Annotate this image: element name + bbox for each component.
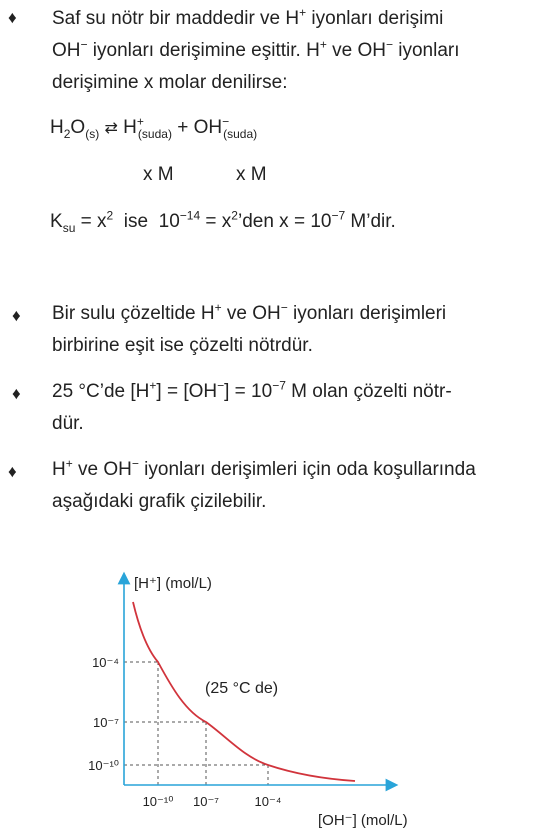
bullet-paragraph-2 bbox=[52, 376, 522, 440]
x-tick-label: 10⁻⁷ bbox=[192, 794, 220, 809]
y-tick-label: 10⁻⁷ bbox=[92, 715, 119, 730]
bullet-paragraph-3 bbox=[52, 454, 522, 518]
chart-annotation: (25 °C de) bbox=[205, 680, 279, 697]
bullet-3-line-1: H+ ve OH− iyonları derişimleri için oda koşullarında bbox=[52, 456, 476, 480]
bullet-icon: ♦ bbox=[8, 8, 17, 27]
bullet-2-line-1: 25 °C’de $[H^+] = [OH^-] = 10^{-7}$ M olan çözelti nötr- bbox=[52, 378, 452, 402]
equilibrium-equation: $H_2O_{(s)}$ ⇄ $H^+_{(suda)} + OH^-_{(suda)}$ bbox=[50, 114, 258, 141]
concentration-1: x M bbox=[143, 164, 174, 185]
bullet-1-line-2: birbirine eşit ise çözelti nötrdür. bbox=[52, 335, 313, 356]
ksu-equation: $K_{su} = x^2$ ise $10^{-14}$ = $x^2’den$ $x = 10^{-7}$ M’dir. bbox=[50, 208, 396, 235]
y-tick-label: 10⁻¹⁰ bbox=[88, 758, 119, 773]
intro-paragraph bbox=[52, 3, 522, 99]
x-tick-label: 10⁻¹⁰ bbox=[142, 794, 174, 809]
intro-line-2: OH− iyonları derişimine eşittir. H+ ve OH− iyonları bbox=[52, 37, 460, 61]
y-axis-label: [H⁺] (mol/L) bbox=[134, 575, 212, 592]
bullet-icon: ♦ bbox=[8, 462, 17, 481]
bullet-3-line-2: aşağıdaki grafik çizilebilir. bbox=[52, 491, 267, 512]
x-tick-label: 10⁻⁴ bbox=[254, 794, 282, 809]
intro-line-1: Saf su nötr bir maddedir ve H+ iyonları derişimi bbox=[52, 5, 444, 29]
bullet-1-line-1: Bir sulu çözeltide H+ ve OH− iyonları derişimleri bbox=[52, 300, 447, 324]
equilibrium-arrow-icon: ⇄ bbox=[104, 120, 118, 137]
y-tick-label: 10⁻⁴ bbox=[92, 655, 119, 670]
concentration-2: x M bbox=[236, 164, 267, 185]
bullet-2-line-2: dür. bbox=[52, 413, 84, 434]
bullet-paragraph-1 bbox=[52, 298, 522, 362]
x-axis-label: [OH⁻] (mol/L) bbox=[318, 812, 408, 829]
bullet-icon: ♦ bbox=[12, 306, 21, 325]
h-oh-concentration-chart bbox=[0, 550, 536, 835]
bullet-icon: ♦ bbox=[12, 384, 21, 403]
intro-line-3: derişimine x molar denilirse: bbox=[52, 72, 288, 93]
